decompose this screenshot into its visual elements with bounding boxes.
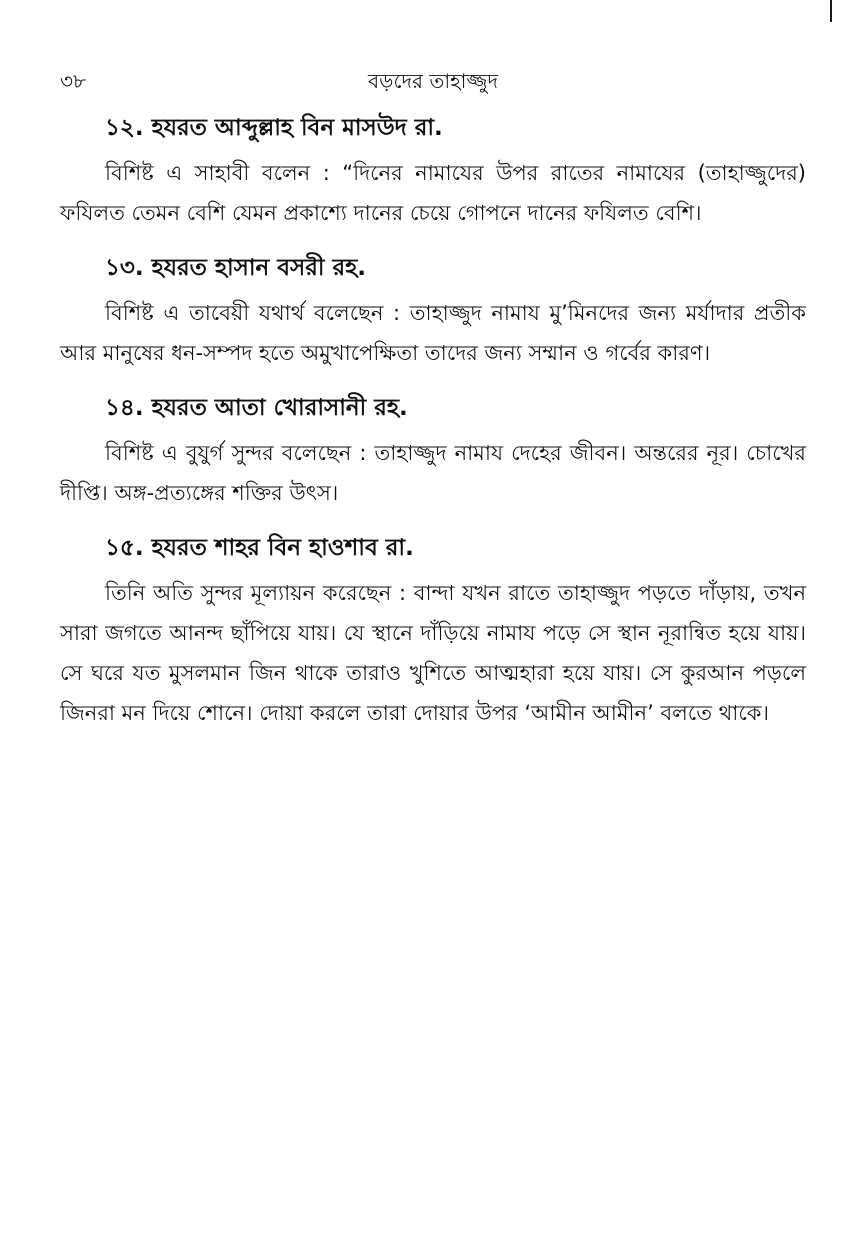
section-ibn-masud [60, 107, 806, 233]
section-paragraph: বিশিষ্ট এ তাবেয়ী যথার্থ বলেছেন : তাহাজ্জুদ নামায মু’মিনদের জন্য মর্যাদার প্রতীক আর মানুষের ধন-সম্পদ হতে অমুখাপেক্ষিতা তাদের জন্য সম্মান ও গর্বের কারণ। [60, 301, 806, 365]
page-number: ৩৮ [60, 69, 86, 93]
section-heading: ১৪. হযরত আতা খোরাসানী রহ. [105, 395, 408, 421]
running-title: বড়দের তাহাজ্জুদ [368, 69, 498, 93]
section-shahr-bin-hawshab [60, 527, 806, 733]
section-heading: ১২. হযরত আব্দুল্লাহ বিন মাসউদ রা. [105, 115, 443, 141]
section-heading: ১৩. হযরত হাসান বসরী রহ. [105, 255, 366, 281]
section-hasan-basri [60, 247, 806, 373]
section-paragraph: তিনি অতি সুন্দর মূল্যায়ন করেছেন : বান্দা যখন রাতে তাহাজ্জুদ পড়তে দাঁড়ায়, তখন সারা জগতে আনন্দ ছাঁপিয়ে যায়। যে স্থানে দাঁড়িয়ে নামায পড়ে সে স্থান নূরান্বিত হয়ে যায়। সে ঘরে যত মুসলমান জিন থাকে তারাও খুশিতে আত্মহারা হয়ে যায়। সে কুরআন পড়লে জিনরা মন দিয়ে শোনে। দোয়া করলে তারা দোয়ার উপর ‘আমীন আমীন’ বলতে থাকে। [60, 581, 806, 725]
section-paragraph: বিশিষ্ট এ সাহাবী বলেন : “দিনের নামাযের উপর রাতের নামাযের (তাহাজ্জুদের) ফযিলত তেমন বেশি যেমন প্রকাশ্যে দানের চেয়ে গোপনে দানের ফযিলত বেশি। [60, 161, 806, 225]
page-content [60, 107, 806, 747]
section-paragraph: বিশিষ্ট এ বুযুর্গ সুন্দর বলেছেন : তাহাজ্জুদ নামায দেহের জীবন। অন্তরের নূর। চোখের দীপ্তি। অঙ্গ-প্রত্যঙ্গের শক্তির উৎস। [60, 441, 806, 505]
section-heading: ১৫. হযরত শাহর বিন হাওশাব রা. [105, 535, 414, 561]
section-ata-khorasani [60, 387, 806, 513]
page-header [60, 64, 806, 98]
scan-edge-mark [830, 0, 832, 22]
